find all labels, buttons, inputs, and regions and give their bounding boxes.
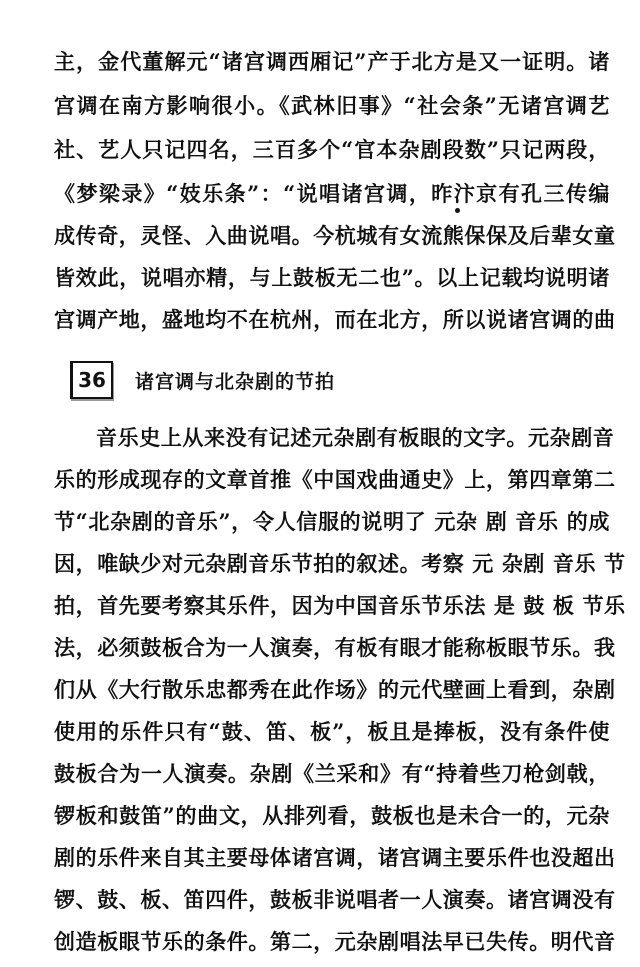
text-line: 乐的形成现存的文章首推《中国戏曲通史》上，第四章第二: [54, 467, 616, 492]
text-line: 锣板和鼓笛”的曲文，从排列看，鼓板也是未合一的，元杂: [54, 803, 610, 828]
text-line: 《梦梁录》“妓乐条”：“说唱诸宫调，昨汴京有孔三传编: [54, 181, 610, 206]
text-line: 创造板眼节乐的条件。第二，元杂剧唱法早已失传。明代音: [54, 929, 616, 954]
text-line: 拍，首先要考察其乐件，因为中国音乐节乐法 是 鼓 板 节乐: [54, 593, 626, 618]
text-line: 鼓板合为一人演奏。杂剧《兰采和》有“持着些刀枪剑戟，: [54, 761, 610, 786]
text-line: 法，必须鼓板合为一人演奏，有板有眼才能称板眼节乐。我: [54, 635, 616, 660]
emphasis-dot: [455, 208, 460, 213]
text-line: 剧的乐件来自其主要母体诸宫调，诸宫调主要乐件也没超出: [54, 845, 616, 870]
text-line: 成传奇，灵怪、入曲说唱。今杭城有女流熊保保及后辈女童: [54, 223, 616, 248]
text-line: 锣、鼓、板、笛四件，鼓板非说唱者一人演奏。诸宫调没有: [54, 887, 616, 912]
text-line: 使用的乐件只有“鼓、笛、板”，板且是捧板，没有条件使: [54, 719, 610, 744]
section-title: 诸宫调与北杂剧的节拍: [135, 370, 336, 393]
text-line: 社、艺人只记四名，三百多个“官本杂剧段数”只记两段，: [54, 137, 610, 162]
text-line: 节“北杂剧的音乐”，令人信服的说明了 元杂 剧 音乐 的成: [54, 509, 610, 534]
text-line: 主，金代董解元“诸宫调西厢记”产于北方是又一证明。诸: [54, 49, 610, 74]
text-line: 因，唯缺少对元杂剧音乐节拍的叙述。考察 元 杂剧 音乐 节: [54, 551, 626, 576]
text-line: 们从《大行散乐忠都秀在此作场》的元代壁画上看到，杂剧: [54, 677, 616, 702]
text-line: 皆效此，说唱亦精，与上鼓板无二也”。以上记载均说明诸: [54, 265, 610, 290]
section-heading: [70, 360, 335, 400]
section-number-box: 36: [70, 361, 113, 399]
text-line: 宫调在南方影响很小。《武林旧事》“社会条”无诸宫调艺: [54, 93, 610, 118]
text-line: 音乐史上从来没有记述元杂剧有板眼的文字。元杂剧音: [96, 425, 615, 450]
text-line: 宫调产地，盛地均不在杭州，而在北方，所以说诸宫调的曲: [54, 307, 616, 332]
